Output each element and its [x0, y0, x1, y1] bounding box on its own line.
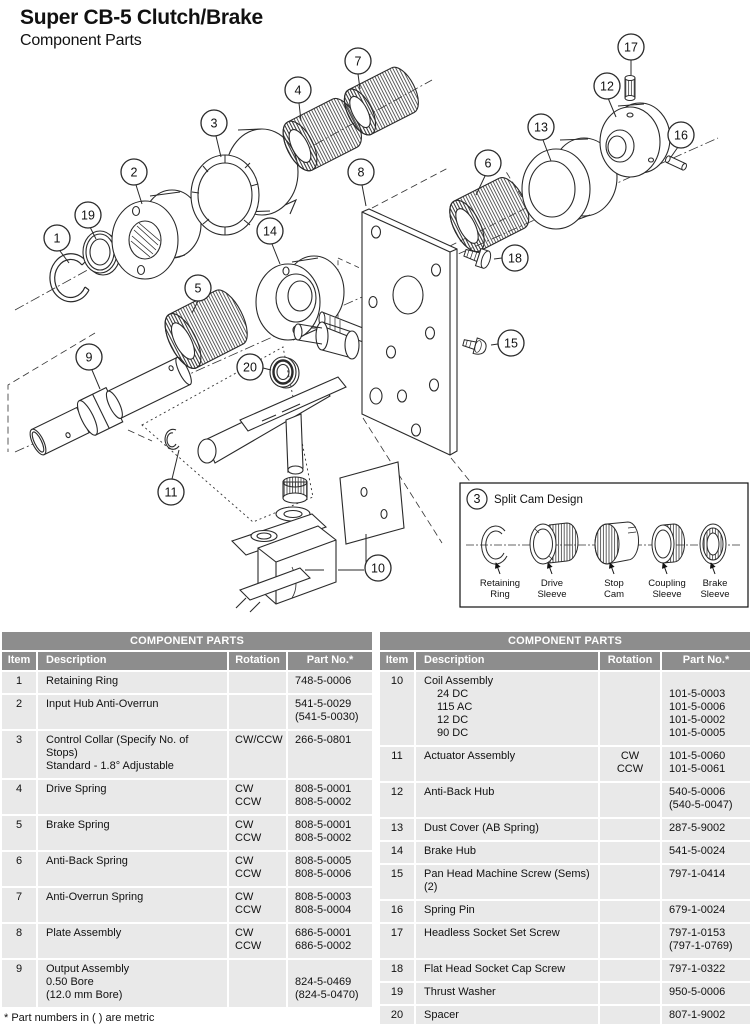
cell-rotation	[600, 960, 660, 981]
cell-rotation	[600, 901, 660, 922]
callout-10	[365, 555, 391, 581]
column-header: Description	[38, 652, 227, 670]
cell-line: 797-1-0322	[669, 963, 726, 975]
table-row	[380, 1006, 750, 1024]
table-row	[2, 960, 372, 1007]
cell-line: Flat Head Socket Cap Screw	[424, 963, 566, 975]
cell-line: 101-5-0006	[669, 701, 726, 713]
cell-description	[38, 960, 227, 1007]
svg-text:1: 1	[53, 231, 61, 246]
svg-text:2: 2	[130, 165, 138, 180]
cell-item: 10	[380, 672, 414, 745]
cell-line	[600, 904, 660, 917]
cell-line: Control Collar (Specify No. of Stops)	[46, 734, 189, 759]
cell-item: 17	[380, 924, 414, 958]
cell-line	[600, 822, 660, 835]
table-row	[2, 780, 372, 814]
cell-rotation	[600, 983, 660, 1004]
cell-line: 0.50 Bore	[46, 976, 94, 988]
svg-text:15: 15	[504, 336, 518, 351]
part-spacer	[270, 357, 299, 388]
column-header: Item	[2, 652, 36, 670]
cell-description	[416, 865, 598, 899]
cell-part-no	[662, 819, 750, 840]
cell-line: 807-1-9002	[669, 1009, 726, 1021]
table-title: COMPONENT PARTS	[380, 632, 750, 650]
cell-part-no	[288, 924, 372, 958]
inset-coupling-sleeve	[652, 524, 685, 563]
cell-line: 797-1-0414	[669, 868, 726, 880]
cell-rotation	[600, 672, 660, 745]
cell-line: 541-5-0024	[669, 845, 726, 857]
cell-rotation	[229, 960, 286, 1007]
cell-line: CCW	[235, 796, 262, 808]
cell-line: 101-5-0060	[669, 750, 726, 762]
cell-part-no	[288, 695, 372, 729]
svg-text:Sleeve: Sleeve	[537, 589, 567, 600]
cell-rotation	[600, 924, 660, 958]
cell-line: Pan Head Machine Screw (Sems) (2)	[424, 868, 590, 893]
column-header: Part No.*	[662, 652, 750, 670]
cell-rotation	[229, 888, 286, 922]
cell-line: 808-5-0001	[295, 819, 352, 831]
svg-text:Retaining: Retaining	[479, 578, 521, 589]
column-header: Rotation	[229, 652, 286, 670]
svg-text:Cam: Cam	[603, 589, 625, 600]
svg-text:16: 16	[674, 128, 688, 143]
svg-text:4: 4	[294, 83, 302, 98]
cell-line: 808-5-0005	[295, 855, 352, 867]
cell-line: Headless Socket Set Screw	[424, 927, 560, 939]
column-header: Item	[380, 652, 414, 670]
cell-line: CW	[235, 891, 254, 903]
cell-line: Brake Spring	[46, 819, 110, 831]
cell-line: 686-5-0002	[295, 940, 352, 952]
cell-rotation	[600, 842, 660, 863]
page-header	[20, 6, 263, 50]
cell-item: 18	[380, 960, 414, 981]
cell-line: 541-5-0029	[295, 698, 352, 710]
cell-description	[38, 816, 227, 850]
cell-line: Thrust Washer	[424, 986, 496, 998]
cell-part-no	[662, 960, 750, 981]
svg-text:10: 10	[371, 561, 385, 576]
cell-line: Actuator Assembly	[424, 750, 516, 762]
cell-item: 8	[2, 924, 36, 958]
table-row	[380, 819, 750, 840]
table-row	[2, 695, 372, 729]
cell-line	[600, 1009, 660, 1022]
cell-line: 797-1-0153	[669, 927, 726, 939]
cell-part-no	[288, 852, 372, 886]
callout-9	[76, 344, 102, 370]
cell-line: Spacer	[424, 1009, 459, 1021]
cell-part-no	[662, 747, 750, 781]
svg-text:19: 19	[81, 208, 95, 223]
svg-text:14: 14	[263, 224, 277, 239]
callout-3	[201, 110, 227, 136]
cell-rotation	[229, 731, 286, 778]
cell-item: 9	[2, 960, 36, 1007]
cell-rotation	[229, 695, 286, 729]
cell-line: 808-5-0003	[295, 891, 352, 903]
cell-line: 101-5-0002	[669, 714, 726, 726]
cell-part-no	[288, 731, 372, 778]
svg-text:13: 13	[534, 120, 548, 135]
cell-line: 808-5-0002	[295, 832, 352, 844]
cell-item: 19	[380, 983, 414, 1004]
svg-text:12: 12	[600, 79, 614, 94]
svg-text:7: 7	[354, 54, 362, 69]
table-row	[2, 816, 372, 850]
cell-part-no	[288, 816, 372, 850]
part-retaining-ring	[50, 254, 89, 302]
cell-part-no	[288, 672, 372, 693]
cell-line: CCW	[235, 904, 262, 916]
cell-description	[38, 780, 227, 814]
table-row	[380, 983, 750, 1004]
part-output-assembly	[25, 352, 196, 462]
split-cam-inset	[460, 483, 748, 607]
callout-7	[345, 48, 371, 74]
callout-18	[502, 245, 528, 271]
cell-item: 6	[2, 852, 36, 886]
cell-description	[416, 1006, 598, 1024]
cell-description	[416, 672, 598, 745]
column-header: Part No.*	[288, 652, 372, 670]
column-header: Description	[416, 652, 598, 670]
table-title: COMPONENT PARTS	[2, 632, 372, 650]
callout-15	[498, 330, 524, 356]
cell-item: 4	[2, 780, 36, 814]
inset-stop-cam	[595, 522, 639, 564]
table-row	[2, 672, 372, 693]
callout-16	[668, 122, 694, 148]
cell-rotation	[600, 1006, 660, 1024]
svg-text:8: 8	[357, 165, 365, 180]
cell-line: Output Assembly	[46, 963, 130, 975]
column-header: Rotation	[600, 652, 660, 670]
cell-line: 950-5-0006	[669, 986, 726, 998]
callout-11	[158, 479, 184, 505]
page-subtitle: Component Parts	[20, 32, 142, 49]
cell-line: 808-5-0004	[295, 904, 352, 916]
cell-description	[38, 888, 227, 922]
cell-line: Retaining Ring	[46, 675, 119, 687]
callout-8	[348, 159, 374, 185]
svg-text:Stop: Stop	[604, 578, 624, 589]
cell-rotation	[229, 816, 286, 850]
cell-line: CW	[620, 750, 640, 762]
cell-line	[235, 675, 286, 688]
callout-19	[75, 202, 101, 228]
cell-line: 824-5-0469	[295, 976, 352, 988]
svg-text:6: 6	[484, 156, 492, 171]
callout-1	[44, 225, 70, 251]
cell-part-no	[662, 901, 750, 922]
table-row	[380, 747, 750, 781]
callout-13	[528, 114, 554, 140]
cell-part-no	[662, 924, 750, 958]
cell-part-no	[288, 888, 372, 922]
cell-part-no	[662, 783, 750, 817]
cell-part-no	[662, 983, 750, 1004]
cell-item: 1	[2, 672, 36, 693]
table-row	[380, 865, 750, 899]
svg-text:11: 11	[164, 485, 178, 500]
callout-2	[121, 159, 147, 185]
cell-item: 16	[380, 901, 414, 922]
svg-text:5: 5	[194, 281, 202, 296]
cell-line	[600, 927, 660, 940]
part-input-hub	[112, 190, 201, 279]
cell-line	[235, 963, 286, 976]
cell-item: 14	[380, 842, 414, 863]
cell-item: 3	[2, 731, 36, 778]
parts-table-left	[2, 632, 372, 1024]
part-anti-back-hub	[600, 103, 670, 177]
cell-line: 287-5-9002	[669, 822, 726, 834]
cell-part-no	[662, 1006, 750, 1024]
svg-text:Brake: Brake	[702, 578, 728, 589]
svg-text:20: 20	[243, 360, 257, 375]
cell-line: 101-5-0061	[669, 763, 726, 775]
cell-description	[38, 731, 227, 778]
cell-line: Spring Pin	[424, 904, 475, 916]
cell-item: 5	[2, 816, 36, 850]
cell-line: 808-5-0006	[295, 868, 352, 880]
callout-4	[285, 77, 311, 103]
cell-description	[38, 672, 227, 693]
cell-line: CCW	[235, 832, 262, 844]
cell-rotation	[229, 924, 286, 958]
svg-text:17: 17	[624, 40, 638, 55]
cell-line: 101-5-0005	[669, 727, 726, 739]
cell-description	[416, 901, 598, 922]
metric-footnote: * Part numbers in ( ) are metric	[4, 1012, 155, 1024]
cell-item: 20	[380, 1006, 414, 1024]
cell-line: Plate Assembly	[46, 927, 122, 939]
cell-line: CCW	[616, 763, 644, 775]
cell-description	[416, 783, 598, 817]
cell-description	[416, 960, 598, 981]
callout-5	[185, 275, 211, 301]
cell-rotation	[600, 865, 660, 899]
cell-rotation	[600, 783, 660, 817]
callout-14	[257, 218, 283, 244]
table-row	[2, 924, 372, 958]
parts-table-right	[380, 632, 750, 1024]
table-row	[380, 783, 750, 817]
cell-line: CW/CCW	[235, 734, 283, 746]
table-row	[380, 672, 750, 745]
cell-line: 101-5-0003	[669, 688, 726, 700]
part-spring-pin	[665, 155, 688, 171]
cell-line	[600, 786, 660, 799]
cell-item: 12	[380, 783, 414, 817]
part-pan-head-screw	[462, 335, 488, 356]
svg-text:18: 18	[508, 251, 522, 266]
cell-description	[38, 695, 227, 729]
cell-line: 748-5-0006	[295, 675, 352, 687]
cell-item: 15	[380, 865, 414, 899]
cell-part-no	[288, 960, 372, 1007]
cell-line: Dust Cover (AB Spring)	[424, 822, 539, 834]
cell-rotation	[229, 672, 286, 693]
cell-line	[600, 986, 660, 999]
cell-part-no	[288, 780, 372, 814]
cell-line	[600, 868, 660, 881]
cell-line: CW	[235, 927, 254, 939]
cell-line	[295, 963, 372, 976]
cell-description	[416, 983, 598, 1004]
cell-rotation	[229, 852, 286, 886]
cell-line: 90 DC	[437, 727, 469, 739]
cell-line: (12.0 mm Bore)	[46, 989, 123, 1001]
cell-line: Drive Spring	[46, 783, 107, 795]
cell-part-no	[662, 865, 750, 899]
inset-title: Split Cam Design	[494, 494, 583, 506]
cell-line: CW	[235, 819, 254, 831]
callout-20	[237, 354, 263, 380]
cell-line: (540-5-0047)	[669, 799, 733, 811]
cell-rotation	[229, 780, 286, 814]
table-row	[380, 960, 750, 981]
table-row	[380, 901, 750, 922]
cell-line: Coil Assembly	[424, 675, 494, 687]
cell-line	[235, 698, 286, 711]
cell-line: Anti-Overrun Spring	[46, 891, 144, 903]
part-control-collar	[191, 129, 298, 235]
cell-line: Standard - 1.8° Adjustable	[46, 760, 174, 772]
part-plate-assembly	[294, 209, 457, 455]
cell-line: Input Hub Anti-Overrun	[46, 698, 159, 710]
cell-line	[600, 963, 660, 976]
cell-line: (541-5-0030)	[295, 711, 359, 723]
cell-line	[669, 675, 750, 688]
cell-description	[416, 842, 598, 863]
svg-text:9: 9	[85, 350, 93, 365]
cell-line: 540-5-0006	[669, 786, 726, 798]
cell-line: CW	[235, 855, 254, 867]
cell-description	[38, 924, 227, 958]
cell-line: 115 AC	[437, 701, 473, 713]
page-title: Super CB-5 Clutch/Brake	[20, 6, 263, 29]
callout-12	[594, 73, 620, 99]
svg-text:Sleeve: Sleeve	[652, 589, 682, 600]
cell-rotation	[600, 819, 660, 840]
cell-line	[600, 675, 660, 688]
table-row	[380, 842, 750, 863]
callout-17	[618, 34, 644, 60]
cell-item: 7	[2, 888, 36, 922]
cell-line: 679-1-0024	[669, 904, 726, 916]
svg-text:Drive: Drive	[540, 578, 564, 589]
cell-line: 808-5-0001	[295, 783, 352, 795]
cell-line: 266-5-0801	[295, 734, 352, 746]
cell-item: 13	[380, 819, 414, 840]
svg-text:Ring: Ring	[490, 589, 510, 600]
table-row	[2, 888, 372, 922]
cell-part-no	[662, 842, 750, 863]
cell-line: Anti-Back Hub	[424, 786, 495, 798]
svg-text:Coupling: Coupling	[648, 578, 686, 589]
cell-description	[416, 819, 598, 840]
cell-line: (824-5-0470)	[295, 989, 359, 1001]
cell-line: 24 DC	[437, 688, 469, 700]
cell-description	[416, 924, 598, 958]
cell-line: 808-5-0002	[295, 796, 352, 808]
part-set-screw	[625, 76, 635, 101]
cell-description	[38, 852, 227, 886]
cell-line	[600, 845, 660, 858]
callout-6	[475, 150, 501, 176]
table-header-row	[2, 652, 372, 670]
cell-line: 12 DC	[437, 714, 469, 726]
svg-text:3: 3	[210, 116, 218, 131]
cell-line: 686-5-0001	[295, 927, 352, 939]
table-row	[2, 852, 372, 886]
parts-table-right-body	[380, 632, 750, 1024]
cell-part-no	[662, 672, 750, 745]
part-coil-assembly	[232, 462, 404, 612]
cell-line: Brake Hub	[424, 845, 476, 857]
table-header-row	[380, 652, 750, 670]
cell-rotation	[600, 747, 660, 781]
cell-line: CW	[235, 783, 254, 795]
cell-item: 2	[2, 695, 36, 729]
cell-line: CCW	[235, 940, 262, 952]
cell-item: 11	[380, 747, 414, 781]
svg-text:Sleeve: Sleeve	[700, 589, 730, 600]
table-row	[380, 924, 750, 958]
cell-line: (797-1-0769)	[669, 940, 733, 952]
inset-drive-sleeve	[530, 523, 578, 564]
parts-table-left-body	[2, 632, 372, 1007]
cell-description	[416, 747, 598, 781]
cell-line: Anti-Back Spring	[46, 855, 128, 867]
inset-number: 3	[473, 492, 481, 506]
inset-brake-sleeve	[700, 524, 726, 564]
cell-line: CCW	[235, 868, 262, 880]
table-row	[2, 731, 372, 778]
